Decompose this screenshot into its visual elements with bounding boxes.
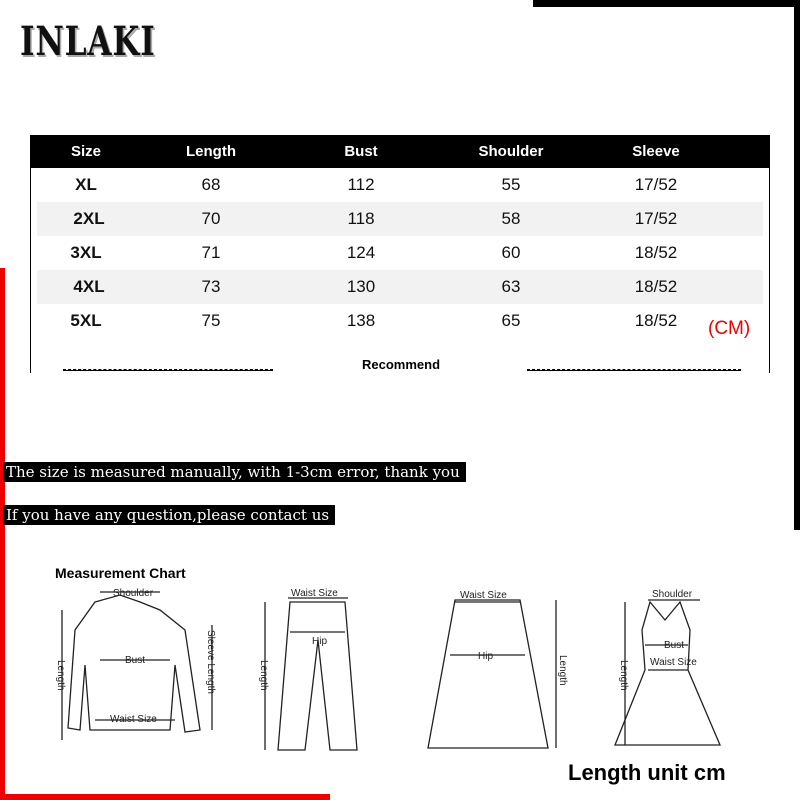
pants-diagram [258, 588, 357, 750]
measurement-diagrams [0, 580, 800, 760]
table-cell: 17/52 [634, 209, 678, 228]
dress-diagram [615, 589, 720, 745]
length-label: Length [557, 655, 568, 686]
table-cell: 55 [501, 175, 521, 194]
table-cell: 58 [501, 209, 521, 228]
waist-label: Waist Size [291, 588, 338, 599]
table-cell: 18/52 [634, 311, 678, 330]
table-cell: 2XL [73, 209, 105, 228]
hip-label: Hip [478, 651, 494, 662]
table-cell: 60 [501, 243, 521, 262]
col-sleeve: Sleeve [632, 143, 680, 160]
skirt-diagram [428, 590, 568, 748]
table-cell: 130 [346, 277, 376, 296]
col-shoulder: Shoulder [478, 143, 544, 160]
table-row [37, 270, 763, 304]
table-cell: 118 [347, 209, 375, 228]
bust-label: Bust [125, 655, 146, 666]
waist-label: Waist Size [650, 657, 697, 668]
hip-label: Hip [312, 636, 328, 647]
table-cell: 73 [201, 277, 221, 296]
table-cell: 68 [201, 175, 221, 194]
bust-label: Bust [664, 640, 685, 651]
decorative-red-bar [0, 794, 330, 800]
divider [63, 369, 273, 371]
chart-title: Measurement Chart [55, 565, 186, 581]
decorative-bar [533, 0, 800, 7]
note-contact: If you have any question,please contact us [3, 505, 335, 525]
table-cell: 138 [346, 311, 376, 330]
table-cell: 75 [201, 311, 221, 330]
note-error: The size is measured manually, with 1-3cm error, thank you [3, 462, 466, 482]
table-cell: 112 [347, 175, 375, 194]
size-table [30, 135, 770, 373]
table-cell: 70 [201, 209, 221, 228]
table-cell: 18/52 [634, 277, 678, 296]
brand-logo: INLAKI [20, 18, 156, 65]
table-cell: 4XL [73, 277, 105, 296]
table-cell: 17/52 [634, 175, 678, 194]
table-row [31, 236, 769, 270]
table-cell: 5XL [70, 311, 102, 330]
sleeve-label: Sleeve Length [205, 630, 216, 694]
table-cell: 71 [201, 243, 221, 262]
shirt-diagram [55, 588, 216, 740]
table-row [37, 202, 763, 236]
recommend-row [31, 357, 769, 372]
table-cell: 124 [346, 243, 376, 262]
table-row [31, 304, 769, 338]
unit-note: Length unit cm [568, 760, 726, 785]
length-label: Length [258, 660, 269, 691]
waist-label: Waist Size [110, 714, 157, 725]
table-cell: 65 [501, 311, 521, 330]
table-cell: 3XL [70, 243, 102, 262]
col-size: Size [70, 143, 101, 160]
table-header [31, 135, 769, 168]
table-cell: 18/52 [634, 243, 678, 262]
shoulder-label: Shoulder [652, 589, 693, 600]
table-cell: XL [75, 175, 97, 194]
unit-label: (CM) [708, 318, 751, 339]
divider [527, 369, 741, 371]
col-bust: Bust [344, 143, 378, 160]
length-label: Length [618, 660, 629, 691]
table-row [31, 168, 769, 202]
length-label: Length [55, 660, 66, 691]
col-length: Length [186, 143, 236, 160]
shoulder-label: Shoulder [113, 588, 154, 599]
decorative-bar [794, 0, 800, 530]
waist-label: Waist Size [460, 590, 507, 601]
recommend-label: Recommend [361, 357, 441, 372]
table-cell: 63 [501, 277, 521, 296]
